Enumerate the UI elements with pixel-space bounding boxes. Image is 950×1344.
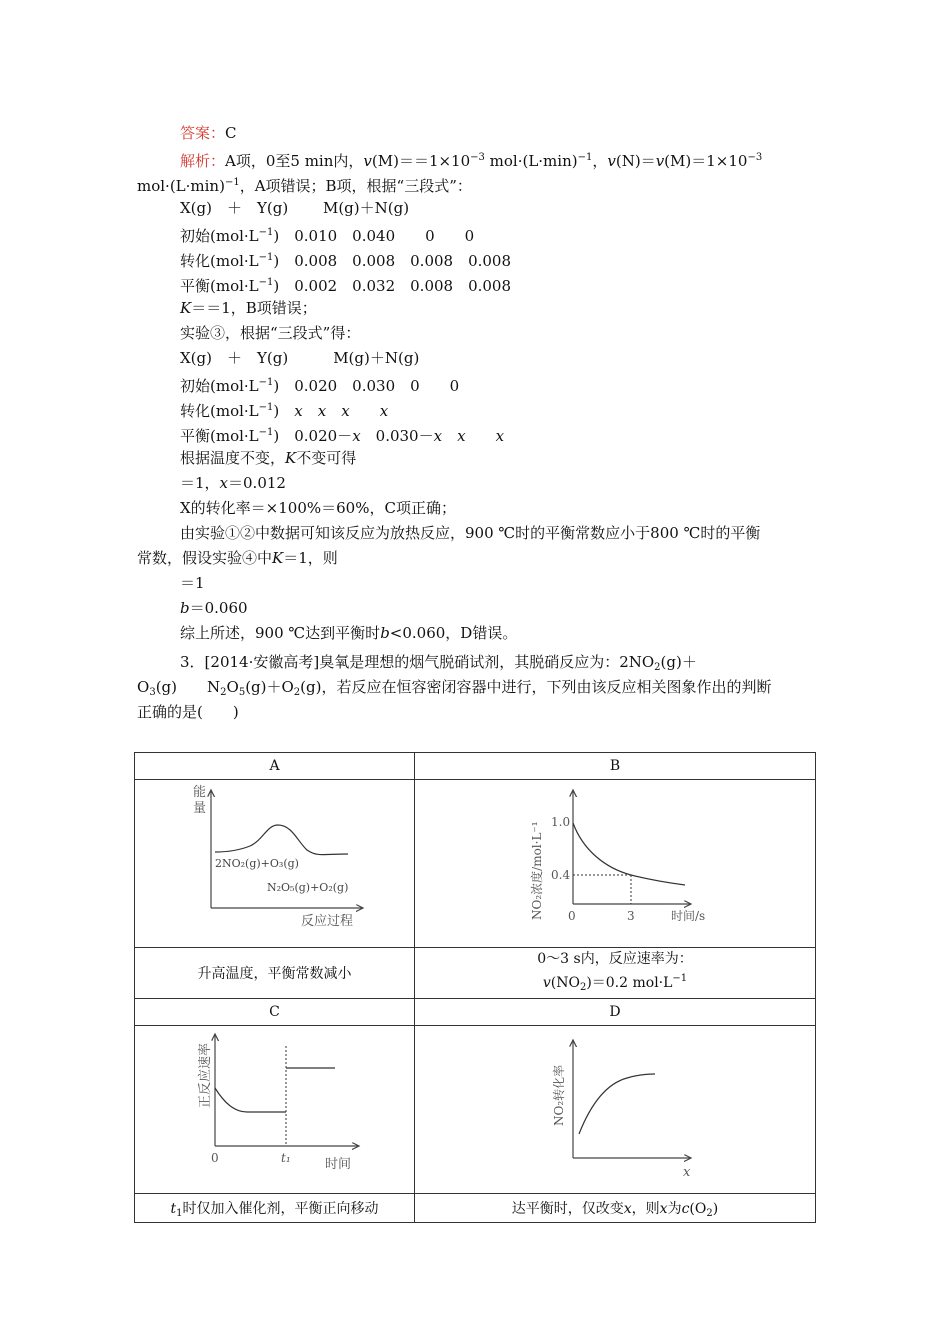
header-d: D xyxy=(415,999,816,1026)
y-label: NO₂转化率 xyxy=(552,1064,566,1126)
temp-line xyxy=(180,448,356,468)
text: (g)＋ xyxy=(660,653,697,671)
energy-curve xyxy=(215,825,348,855)
tick-x-1: 3 xyxy=(627,909,635,923)
exponent: −3 xyxy=(747,152,763,163)
row-label: 平衡(mol·L xyxy=(180,427,259,445)
caption-a: 升高温度，平衡常数减小 xyxy=(135,948,415,999)
row-values: 0.030－ xyxy=(360,427,434,445)
change-row-2: 转化$(mol\cdot L^{-1})$ x x x x xyxy=(180,402,389,420)
x-label: 反应过程 xyxy=(301,914,354,929)
var-x: x xyxy=(495,427,505,445)
analysis-text: mol·(L·min) xyxy=(484,152,578,170)
panel-d xyxy=(415,1026,816,1194)
text: ，则 xyxy=(631,1200,660,1217)
text: 3．[2014·安徽高考]臭氧是理想的烟气脱硝试剂，其脱硝反应为：2NO xyxy=(180,653,655,671)
subscript: 3 xyxy=(149,687,156,698)
conversion-curve xyxy=(579,1074,655,1134)
exponent: −1 xyxy=(258,252,274,263)
subscript: 2 xyxy=(579,981,587,993)
rate-curve xyxy=(215,1088,286,1112)
text: 为 xyxy=(667,1200,682,1217)
exponent: −1 xyxy=(258,227,274,238)
caption-b-1: 0～3 s内，反应速率为： xyxy=(537,950,693,967)
rate-v: v xyxy=(542,974,551,991)
x-label: 时间/s xyxy=(671,909,706,923)
answer-line xyxy=(180,123,237,143)
analysis-text: ，A项错误；B项，根据“三段式”： xyxy=(239,177,472,195)
x-label: x xyxy=(683,1165,691,1180)
exponent: −1 xyxy=(224,177,240,188)
rate-v: v xyxy=(607,152,616,170)
y-label-2: 量 xyxy=(193,801,207,816)
exponent: −1 xyxy=(258,402,274,413)
text: ＝0.012 xyxy=(228,474,286,492)
exponent: −1 xyxy=(258,427,274,438)
text: O xyxy=(137,678,150,696)
row-label: 转化(mol·L xyxy=(180,402,259,420)
var-x: x xyxy=(379,402,389,420)
question-line-2 xyxy=(137,677,771,703)
text: ) xyxy=(712,1200,719,1217)
subscript: 1 xyxy=(176,1207,183,1219)
text: (g)，若反应在恒容密闭容器中进行，下列由该反应相关图象作出的判断 xyxy=(300,678,772,696)
row-label: 初始(mol·L xyxy=(180,377,259,395)
header-a: A xyxy=(135,753,415,780)
caption-d: 达平衡时，仅改变x，则x为$c(O_2)$ xyxy=(415,1194,816,1223)
text: 不变可得 xyxy=(296,449,357,467)
rate-chart xyxy=(135,1026,414,1189)
tick-t1: t₁ xyxy=(281,1151,291,1165)
var-x: x xyxy=(659,1200,668,1217)
text: 达平衡时，仅改变 xyxy=(511,1200,624,1217)
var-b: b xyxy=(180,599,190,617)
text: ＝1，则 xyxy=(283,549,338,567)
text: ＝1， xyxy=(180,474,220,492)
equilibrium-row-1 xyxy=(180,273,511,296)
analysis-text: (M)＝1×10 xyxy=(664,152,748,170)
tick-y-2: 0.4 xyxy=(551,868,571,882)
row-label: 初始(mol·L xyxy=(180,227,259,245)
question-line-3: 正确的是( ) xyxy=(137,703,239,721)
analysis-label: 解析： xyxy=(180,152,226,170)
header-b: B xyxy=(415,753,816,780)
equilibrium-row-2 xyxy=(180,423,504,446)
answer-label: 答案： xyxy=(180,124,226,142)
analysis-line-1 xyxy=(180,148,762,171)
initial-row-1 xyxy=(180,223,474,246)
k-symbol: K xyxy=(180,299,192,317)
subscript: 2 xyxy=(220,687,227,698)
text: )＝0.2 mol·L xyxy=(586,974,673,991)
panel-c xyxy=(135,1026,415,1194)
subscript: 2 xyxy=(293,687,301,698)
y-label-1: 能 xyxy=(193,785,207,800)
row-values: ) 0.010 0.040 0 0 xyxy=(273,227,475,245)
row-values: ) 0.008 0.008 0.008 0.008 xyxy=(273,252,512,270)
k-text: ＝＝1，B项错误； xyxy=(191,299,317,317)
conversion-line: X的转化率＝×100%＝60%，C项正确； xyxy=(180,499,456,517)
analysis-text: A项，0至5 min内， xyxy=(225,152,364,170)
y-label: 正反应速率 xyxy=(198,1042,213,1108)
analysis-line-2 xyxy=(137,173,472,196)
text: 常数，假设实验④中 xyxy=(137,549,273,567)
question-line-1 xyxy=(180,652,697,678)
caption-b xyxy=(415,948,816,999)
k-symbol: K xyxy=(272,549,284,567)
row-label: 平衡(mol·L xyxy=(180,277,259,295)
var-x: x xyxy=(352,427,361,445)
rate-v: v xyxy=(363,152,372,170)
row-label: 转化(mol·L xyxy=(180,252,259,270)
answer-value: C xyxy=(225,124,237,142)
caption-c xyxy=(135,1194,415,1223)
subscript: 5 xyxy=(238,687,246,698)
row-values: ) 0.020－ xyxy=(273,427,353,445)
reactants-label: 2NO₂(g)+O₃(g) xyxy=(215,857,299,870)
y-label: NO₂浓度/mol·L⁻¹ xyxy=(530,821,544,920)
options-table xyxy=(134,752,816,1223)
equation-2: X(g) ＋ Y(g) M(g)＋N(g) xyxy=(180,349,420,367)
text: 根据温度不变， xyxy=(180,449,286,467)
text: (g) N xyxy=(155,678,221,696)
text: 综上所述，900 ℃达到平衡时 xyxy=(180,624,381,642)
analysis-text: mol·(L·min) xyxy=(137,177,225,195)
paragraph-1: 由实验①②中数据可知该反应为放热反应，900 ℃时的平衡常数应小于800 ℃时的平衡 xyxy=(180,524,761,542)
text: (O xyxy=(689,1200,707,1217)
analysis-text: (N)＝ xyxy=(615,152,656,170)
text: (NO xyxy=(550,974,580,991)
paragraph-2 xyxy=(137,548,338,568)
var-b: b xyxy=(380,624,390,642)
analysis-text: (M)＝＝1×10 xyxy=(371,152,471,170)
exponent: −1 xyxy=(258,377,274,388)
products-label: N₂O₅(g)+O₂(g) xyxy=(267,881,349,894)
tick-0: 0 xyxy=(211,1151,219,1165)
caption-b-2 xyxy=(415,969,815,998)
x-solution xyxy=(180,473,286,493)
text: 时仅加入催化剂，平衡正向移动 xyxy=(182,1200,379,1217)
text: <0.060，D错误。 xyxy=(389,624,518,642)
tick-x-0: 0 xyxy=(568,909,576,923)
text: O xyxy=(226,678,239,696)
energy-diagram xyxy=(135,780,414,943)
t-symbol: t xyxy=(170,1200,177,1217)
exponent: −1 xyxy=(577,152,593,163)
var-x: x xyxy=(457,427,466,445)
initial-row-2 xyxy=(180,373,459,396)
var-x: x xyxy=(341,402,350,420)
x-label: 时间 xyxy=(325,1157,352,1172)
change-row-1 xyxy=(180,248,511,271)
var-x: x xyxy=(433,427,443,445)
b-line xyxy=(180,598,248,618)
summary-line xyxy=(180,623,517,643)
eq-line: ＝1 xyxy=(180,574,205,592)
conversion-chart xyxy=(415,1026,815,1189)
header-c: C xyxy=(135,999,415,1026)
analysis-text: ， xyxy=(592,152,608,170)
concentration-chart xyxy=(415,780,815,943)
k-symbol: K xyxy=(285,449,297,467)
equation-1: X(g) ＋ Y(g) M(g)＋N(g) xyxy=(180,199,410,217)
var-x: x xyxy=(623,1200,632,1217)
exponent: −1 xyxy=(672,972,688,984)
subscript: 2 xyxy=(654,662,661,673)
panel-a xyxy=(135,780,415,948)
var-x: x xyxy=(317,402,327,420)
rate-v: v xyxy=(655,152,665,170)
text: (g)＋O xyxy=(245,678,294,696)
exponent: −3 xyxy=(470,152,485,163)
concentration-curve xyxy=(573,823,685,885)
text: ＝0.060 xyxy=(189,599,248,617)
tick-y-1: 1.0 xyxy=(551,815,571,829)
row-values: ) 0.002 0.032 0.008 0.008 xyxy=(273,277,512,295)
var-x: x xyxy=(294,402,303,420)
subscript: 2 xyxy=(706,1207,713,1219)
panel-b xyxy=(415,780,816,948)
k-line xyxy=(180,298,317,318)
exponent: −1 xyxy=(258,277,274,288)
exp3-intro: 实验③，根据“三段式”得： xyxy=(180,324,361,342)
row-values: ) 0.020 0.030 0 0 xyxy=(273,377,460,395)
var-x: x xyxy=(219,474,229,492)
